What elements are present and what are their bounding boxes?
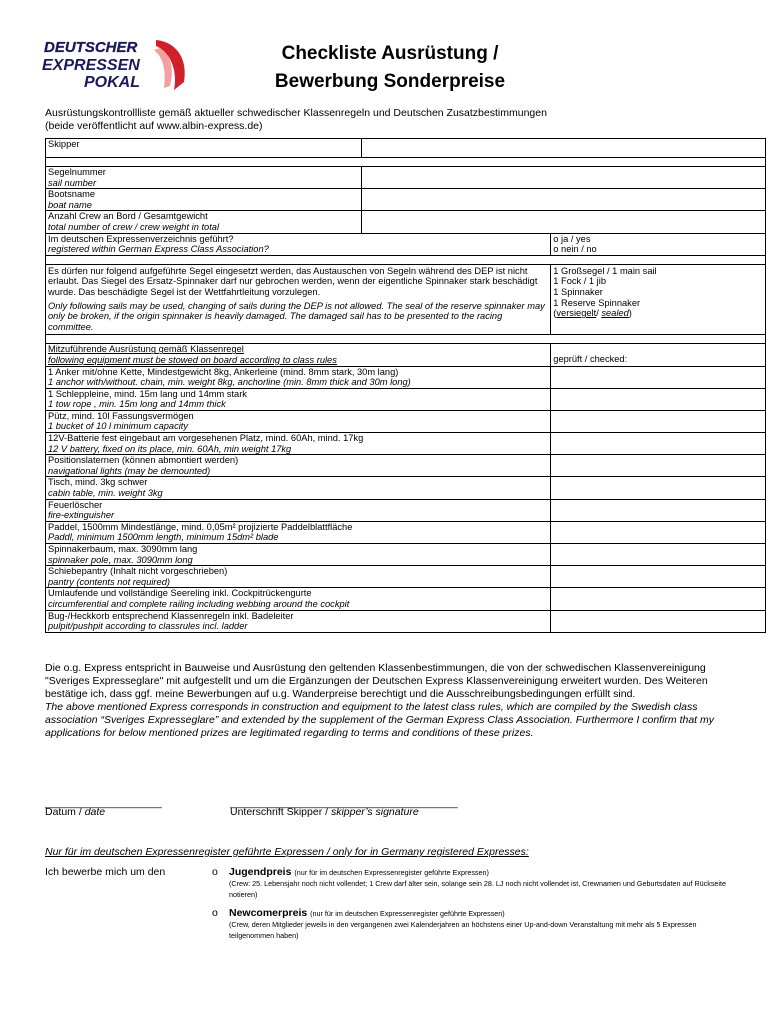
skipper-label: Skipper: [46, 139, 362, 158]
checkbox-circle[interactable]: o: [212, 907, 218, 919]
crew-field[interactable]: [361, 211, 765, 233]
title-line-2: Bewerbung Sonderpreise: [274, 71, 506, 92]
youth-prize-option[interactable]: [212, 866, 732, 900]
skipper-field[interactable]: [361, 139, 765, 158]
check-cell[interactable]: [551, 433, 766, 455]
register-options: [551, 233, 766, 255]
sail-item: 1 Großsegel / 1 main sail: [553, 265, 657, 276]
prize-qualifier: (nur für im deutschen Expressenregister geführte Expressen): [294, 868, 489, 877]
crew-row: [46, 211, 766, 233]
prize-description: (Crew: 25. Lebensjahr noch nicht vollendet; 1 Crew darf älter sein, solange sein 28. LJ noch nicht vollendet ist, Crewnamen und Geburtsdaten auf Rückseite notieren): [229, 879, 727, 899]
sail-number-label: Segelnummer sail number: [46, 167, 362, 189]
check-cell[interactable]: [551, 610, 766, 632]
equipment-row: 12V-Batterie fest eingebaut am vorgesehenen Platz, mind. 60Ah, mind. 17kg 12 V battery, fixed on its place, min. 60Ah, min weight 17kg: [46, 433, 766, 455]
sail-item: 1 Reserve Spinnaker: [553, 297, 641, 308]
equipment-row: 1 Schleppleine, mind. 15m lang und 14mm stark 1 tow rope , min. 15m long and 14mm thick: [46, 388, 766, 410]
boat-name-row: [46, 189, 766, 211]
skipper-row: [46, 139, 766, 158]
sail-item: 1 Fock / 1 jib: [553, 276, 606, 287]
declaration-de: Die o.g. Express entspricht in Bauweise und Ausrüstung den geltenden Klassenbestimmungen, die von der schwedischen Klassenvereinigung "Sveriges Expresseglare" mit aufgestellt und um die Ergänzungen der Deutschen Express Klassenvereinigung erweitert wurden. Des Weiteren bestätige ich, dass ggf. meine Bewerbungen auf u.g. Wanderpreise berechtigt und die Ausschreibungsbedingungen erfüllt sind.: [45, 662, 708, 700]
check-cell[interactable]: [551, 366, 766, 388]
check-cell[interactable]: [551, 544, 766, 566]
equipment-header-row: [46, 344, 766, 366]
sealed-note: (versiegelt/ sealed): [553, 308, 632, 319]
crew-label: Anzahl Crew an Bord / Gesamtgewicht total number of crew / crew weight in total: [46, 211, 362, 233]
check-cell[interactable]: [551, 477, 766, 499]
no-checkbox[interactable]: o nein / no: [553, 244, 597, 255]
svg-text:DEUTSCHER: DEUTSCHER: [44, 39, 138, 56]
sail-number-field[interactable]: [361, 167, 765, 189]
check-cell[interactable]: [551, 521, 766, 543]
date-line[interactable]: ____________________: [45, 797, 162, 809]
sails-row: [46, 264, 766, 335]
boat-name-field[interactable]: [361, 189, 765, 211]
boat-name-label: Bootsname boat name: [46, 189, 362, 211]
register-label: Im deutschen Expressenverzeichnis geführt? registered within German Express Class Association?: [46, 233, 551, 255]
equipment-row: Positionslaternen (können abmontiert werden) navigational lights (may be demounted): [46, 455, 766, 477]
sail-list: [551, 264, 766, 335]
equipment-row: Spinnakerbaum, max. 3090mm lang spinnaker pole, max. 3090mm long: [46, 544, 766, 566]
svg-text:EXPRESSEN: EXPRESSEN: [42, 57, 140, 74]
equipment-row: Feuerlöscher fire-extinguisher: [46, 499, 766, 521]
svg-text:POKAL: POKAL: [84, 74, 140, 91]
check-cell[interactable]: [551, 455, 766, 477]
check-cell[interactable]: [551, 499, 766, 521]
spacer-row: [46, 335, 766, 344]
deutscher-expressen-pokal-logo: [38, 36, 198, 92]
check-cell[interactable]: [551, 388, 766, 410]
equipment-row: Umlaufende und vollständige Seereling inkl. Cockpitrückengurte circumferential and complete railing including webbing around the cockpit: [46, 588, 766, 610]
equipment-row: 1 Anker mit/ohne Kette, Mindestgewicht 8kg, Ankerleine (mind. 8mm stark, 30m lang) 1 anchor with/without. chain, min. weight 8kg, anchorline (min. 8mm thick and 30m long): [46, 366, 766, 388]
equipment-row: Paddel, 1500mm Mindestlänge, mind. 0,05m² projizierte Paddelblattfläche Paddl, minimum 1500mm length, minimum 15dm² blade: [46, 521, 766, 543]
declaration-en: The above mentioned Express corresponds in construction and equipment to the latest class rules, which are compiled by the Swedish class association “Sveriges Expresseglare” and extended by the supplement of the German Express Class Association. Furthermore I confirm that my applications for below mentioned prizes are legitimated regarding to terms and conditions of these prizes.: [45, 701, 715, 739]
equipment-row: Tisch, mind. 3kg schwer cabin table, min. weight 3kg: [46, 477, 766, 499]
checkbox-circle[interactable]: o: [212, 866, 218, 878]
equipment-row: Bug-/Heckkorb entsprechend Klassenregeln inkl. Badeleiter pulpit/pushpit according to classrules incl. ladder: [46, 610, 766, 632]
check-cell[interactable]: [551, 588, 766, 610]
check-cell[interactable]: [551, 566, 766, 588]
checklist-table: [45, 138, 766, 633]
spacer-row: [46, 158, 766, 167]
sail-number-row: [46, 167, 766, 189]
signature-label: Unterschrift Skipper / skipper’s signature: [230, 806, 419, 818]
prizes-note: Nur für im deutschen Expressenregister geführte Expressen / only for in Germany registered Expresses:: [45, 846, 529, 858]
register-row: [46, 233, 766, 255]
sail-item: 1 Spinnaker: [553, 286, 603, 297]
intro-text: [45, 107, 745, 133]
page-title: [200, 40, 580, 96]
prize-name: Jugendpreis: [229, 866, 292, 878]
checked-header: geprüft / checked:: [551, 344, 766, 366]
check-cell[interactable]: [551, 410, 766, 432]
title-line-1: Checkliste Ausrüstung /: [281, 43, 499, 64]
prize-name: Newcomerpreis: [229, 907, 308, 919]
prize-description: (Crew, deren Mitglieder jeweils in den vergangenen zwei Kalenderjahren an höchstens einer Up-and-down Veranstaltung mit mehr als 5 Expressen teilgenommen haben): [229, 920, 697, 940]
signature-line[interactable]: _______________________________________: [230, 797, 458, 809]
newcomer-prize-option[interactable]: [212, 907, 732, 941]
yes-checkbox[interactable]: o ja / yes: [553, 233, 591, 244]
equipment-row: Pütz, mind. 10l Fassungsvermögen 1 bucket of 10 l minimum capacity: [46, 410, 766, 432]
apply-label: Ich bewerbe mich um den: [45, 866, 166, 878]
intro-line-2: (beide veröffentlicht auf www.albin-express.de): [45, 120, 263, 132]
intro-line-1: Ausrüstungskontrollliste gemäß aktueller schwedischer Klassenregeln und Deutschen Zusatzbestimmungen: [45, 107, 547, 119]
date-label: Datum / date: [45, 806, 106, 818]
sails-rule: Es dürfen nur folgend aufgeführte Segel eingesetzt werden, das Austauschen von Segeln während des DEP ist nicht erlaubt. Das Siegel des Ersatz-Spinnaker darf nur gebrochen werden, wenn der eigentliche Spinnaker stark beschädigt wurde. Das beschädigte Segel ist der Wettfahrtleitung vorzulegen. Only following sails may be used, changing of sails during the DEP is not allowed. The seal of the reserve spinnaker may only be broken, if the origin spinnaker is heavily damaged. The damaged sail has to be presented to the racing committee.: [46, 264, 551, 335]
equipment-row: Schiebepantry (Inhalt nicht vorgeschrieben) pantry (contents not required): [46, 566, 766, 588]
equipment-header: Mitzuführende Ausrüstung gemäß Klassenregel following equipment must be stowed on board according to class rules: [46, 344, 551, 366]
declaration: [45, 662, 745, 740]
spacer-row: [46, 255, 766, 264]
prize-qualifier: (nur für im deutschen Expressenregister geführte Expressen): [310, 909, 505, 918]
